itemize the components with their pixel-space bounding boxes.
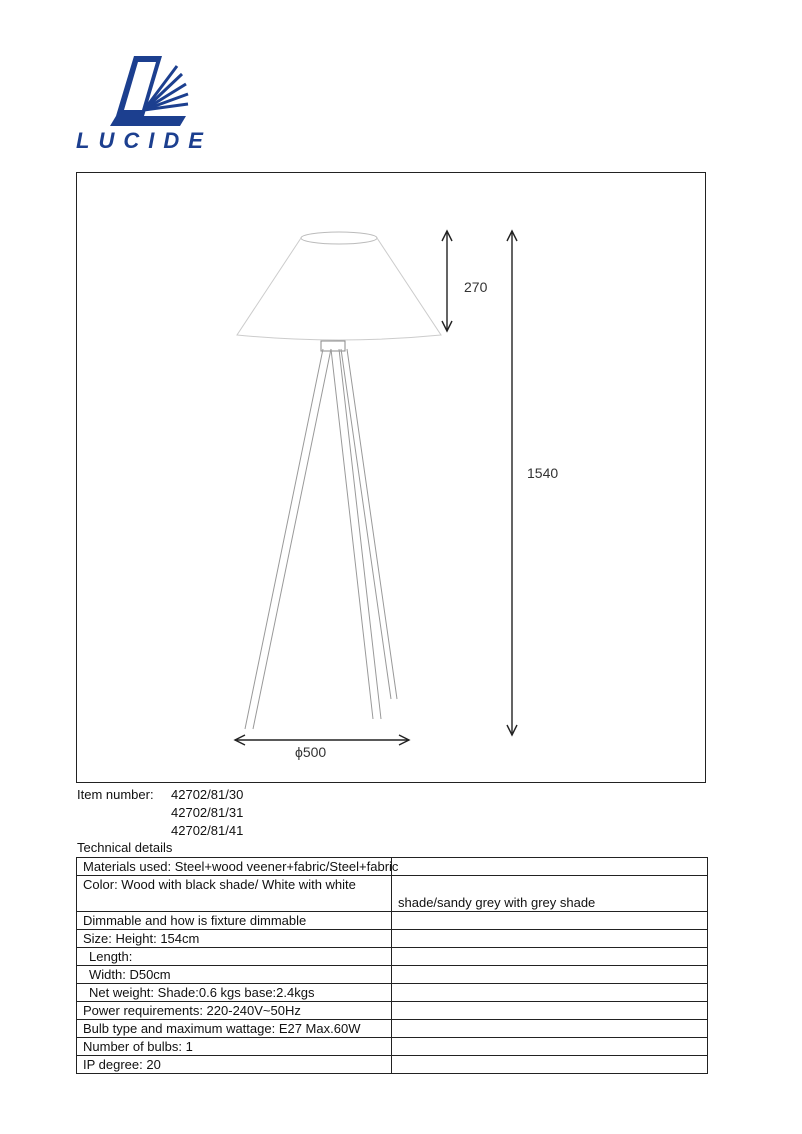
spec-cell: Dimmable and how is fixture dimmable (77, 912, 392, 930)
item-numbers (77, 786, 243, 840)
table-row (77, 912, 708, 930)
spec-value-cell (392, 930, 708, 948)
spec-cell: Number of bulbs: 1 (77, 1038, 392, 1056)
spec-cell (77, 966, 392, 984)
spec-value-cell (392, 1056, 708, 1074)
shade-height-label: 270 (464, 279, 488, 295)
diameter-label: ϕ500 (295, 744, 327, 760)
table-row (77, 984, 708, 1002)
spec-value-cell (392, 912, 708, 930)
spec-sub-label: Width: D50cm (89, 967, 171, 982)
table-row (77, 876, 708, 912)
spec-value-cell (392, 984, 708, 1002)
spec-cell: IP degree: 20 (77, 1056, 392, 1074)
table-row (77, 948, 708, 966)
brand-name: LUCIDE (76, 128, 212, 153)
shade-height-dimension (442, 231, 452, 331)
spec-cell: Size: Height: 154cm (77, 930, 392, 948)
spec-sub-label: Net weight: Shade:0.6 kgs base:2.4kgs (89, 985, 315, 1000)
item-number: 42702/81/30 (171, 787, 244, 802)
lampshade (237, 238, 441, 340)
product-drawing (76, 172, 706, 783)
spec-value-cell (392, 858, 708, 876)
item-number: 42702/81/31 (171, 805, 244, 820)
table-row (77, 930, 708, 948)
table-row (77, 1020, 708, 1038)
spec-cell (77, 984, 392, 1002)
table-row (77, 1038, 708, 1056)
spec-sub-label: Length: (89, 949, 133, 964)
lucide-emblem-icon (74, 54, 219, 126)
technical-details-table (76, 857, 708, 1074)
spec-cell: Power requirements: 220-240V~50Hz (77, 1002, 392, 1020)
spec-value-cell (392, 1038, 708, 1056)
spec-cell: Bulb type and maximum wattage: E27 Max.60W (77, 1020, 392, 1038)
spec-value-cell (392, 1020, 708, 1038)
spec-cell: Color: Wood with black shade/ White with white (77, 876, 392, 912)
table-row (77, 1002, 708, 1020)
brand-logo (74, 54, 219, 158)
floor-lamp-diagram (77, 173, 707, 784)
spec-cell (77, 948, 392, 966)
spec-value-cell: shade/sandy grey with grey shade (392, 876, 708, 912)
table-row (77, 858, 708, 876)
spec-cell: Materials used: Steel+wood veener+fabric/Steel+fabric (77, 858, 392, 876)
spec-value-cell (392, 1002, 708, 1020)
spec-value-cell (392, 966, 708, 984)
table-row (77, 966, 708, 984)
shade-top (301, 232, 377, 244)
item-number: 42702/81/41 (171, 823, 244, 838)
total-height-label: 1540 (527, 465, 559, 481)
technical-details-heading: Technical details (77, 840, 173, 855)
tripod-legs (245, 349, 397, 729)
item-number-label: Item number: (77, 787, 154, 802)
total-height-dimension (507, 231, 517, 735)
spec-value-cell (392, 948, 708, 966)
table-row (77, 1056, 708, 1074)
